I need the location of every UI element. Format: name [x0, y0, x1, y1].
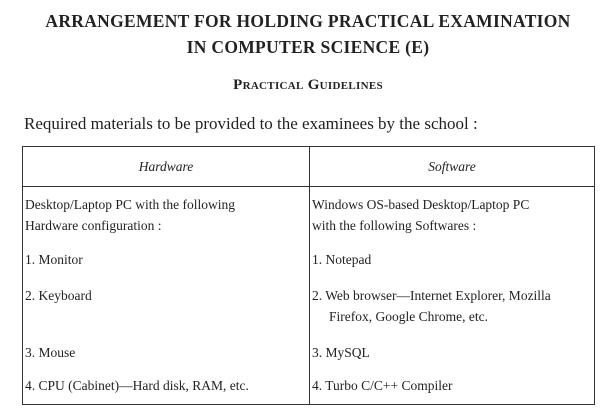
- section-heading: Practical Guidelines: [233, 77, 383, 93]
- intro-paragraph: Required materials to be provided to the examinees by the school :: [24, 114, 478, 133]
- table-row: [23, 279, 595, 336]
- document-title-line2: IN COMPUTER SCIENCE (E): [186, 37, 430, 57]
- hardware-item: 1. Monitor: [23, 243, 310, 279]
- hardware-item: 3. Mouse: [23, 336, 310, 372]
- software-config-cell: [310, 187, 595, 243]
- table-row: [23, 372, 595, 405]
- hardware-config-line2: Hardware configuration :: [25, 218, 162, 233]
- software-item-line1: 1. Notepad: [312, 251, 372, 267]
- requirements-table: [22, 146, 595, 405]
- hardware-header: Hardware: [23, 147, 310, 187]
- software-item-line1: 3. MySQL: [312, 344, 370, 360]
- software-item: [310, 372, 595, 405]
- document-title-line1: ARRANGEMENT FOR HOLDING PRACTICAL EXAMINATION: [45, 11, 571, 31]
- software-item: [310, 336, 595, 372]
- software-config-line2: with the following Softwares :: [312, 218, 477, 233]
- software-header: Software: [310, 147, 595, 187]
- table-row: [23, 336, 595, 372]
- software-config-line1: Windows OS-based Desktop/Laptop PC: [312, 197, 530, 212]
- software-item: [310, 243, 595, 279]
- software-item-line2: Firefox, Google Chrome, etc.: [329, 308, 488, 324]
- hardware-config-line1: Desktop/Laptop PC with the following: [25, 197, 235, 212]
- software-item-line1: 2. Web browser—Internet Explorer, Mozilla: [312, 287, 551, 303]
- software-item-line1: 4. Turbo C/C++ Compiler: [312, 377, 453, 393]
- hardware-config-cell: [23, 187, 310, 243]
- hardware-item: 4. CPU (Cabinet)—Hard disk, RAM, etc.: [23, 372, 310, 405]
- config-row: [23, 187, 595, 243]
- software-item: [310, 279, 595, 336]
- table-header-row: [23, 147, 595, 187]
- table-row: [23, 243, 595, 279]
- hardware-item: 2. Keyboard: [23, 279, 310, 336]
